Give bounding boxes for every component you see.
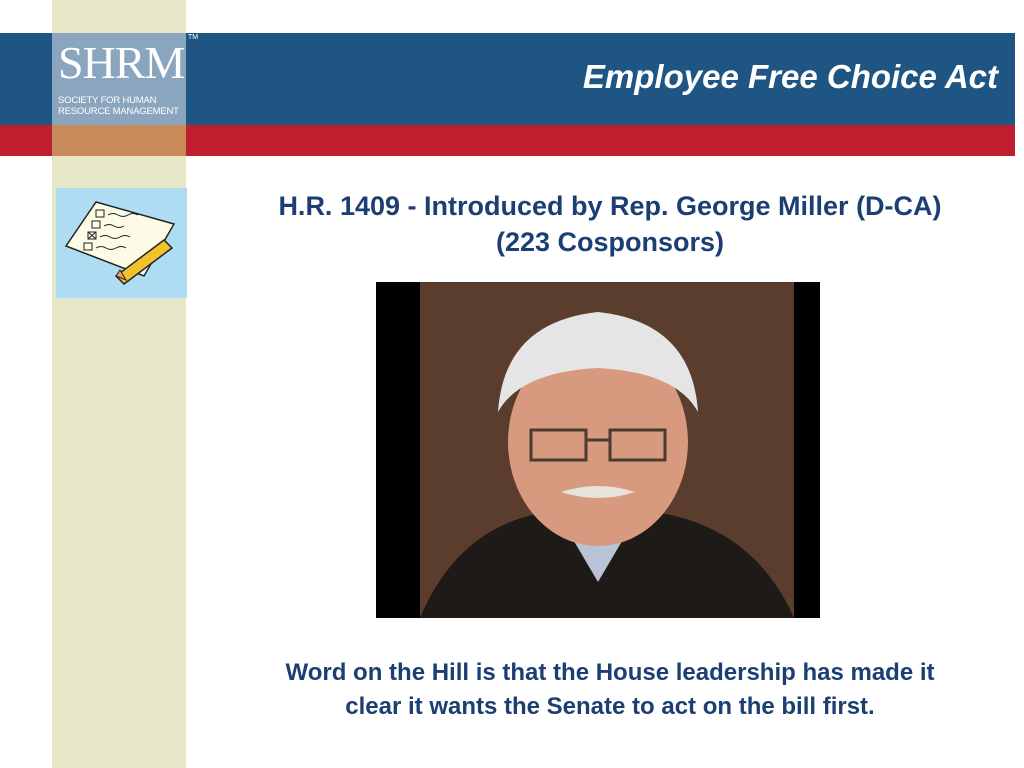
portrait-photo [376, 282, 820, 618]
checklist-clipart [56, 188, 187, 298]
orange-accent-block [52, 125, 186, 156]
heading-line-1: H.R. 1409 - Introduced by Rep. George Miller (D-CA) [278, 191, 942, 221]
checklist-icon [56, 188, 187, 298]
body-line-2: clear it wants the Senate to act on the bill first. [345, 693, 875, 720]
logo-subtitle: SOCIETY FOR HUMAN RESOURCE MANAGEMENT [58, 95, 179, 117]
portrait-image [376, 282, 820, 618]
heading-line-2: (223 Cosponsors) [495, 227, 725, 257]
logo-mark: SHRM [58, 37, 185, 88]
body-line-1: Word on the Hill is that the House leadership has made it [285, 659, 935, 686]
slide-heading [200, 188, 1020, 260]
body-text [210, 656, 1010, 724]
logo-trademark: TM [188, 34, 199, 41]
slide-title: Employee Free Choice Act [582, 58, 998, 95]
